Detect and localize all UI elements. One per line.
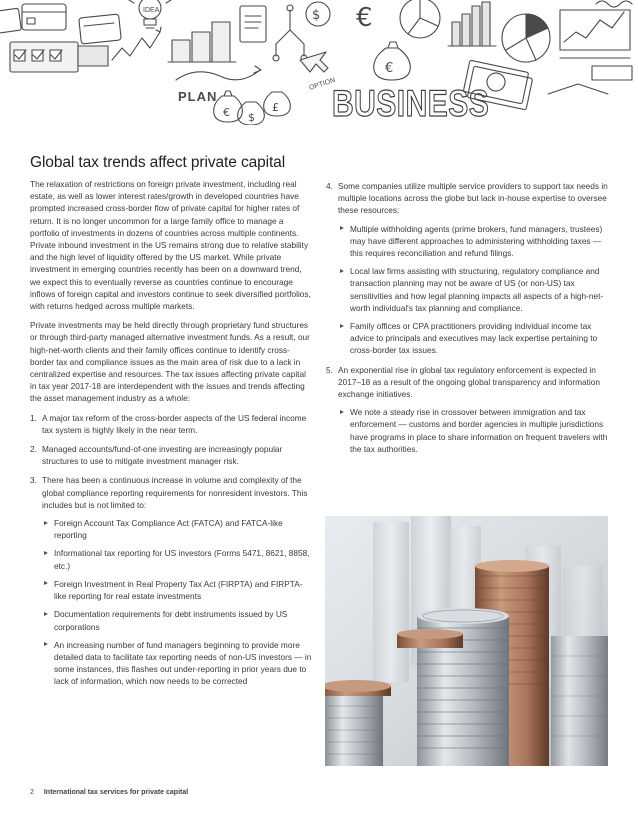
trend-list: [30, 412, 312, 688]
bullet-list: [338, 406, 608, 455]
list-number: 3.: [30, 475, 37, 486]
svg-text:£: £: [272, 101, 279, 114]
bullet-list: [42, 517, 312, 687]
bullet-item: Foreign Investment in Real Property Tax Act (FIRPTA) and FIRPTA-like reporting for real estate investments: [42, 578, 312, 602]
list-item-text: An exponential rise in global tax regulatory enforcement is expected in 2017–18 as a result of the ongoing global transparency and information exchange initiatives.: [338, 364, 600, 400]
bullet-list: [338, 223, 608, 357]
second-paragraph: Private investments may be held directly through proprietary fund structures or through third-party managed alternative investment funds. As a result, our high-net-worth clients and their family offices continue to identify cross-border tax and compliance issues as the main area of risk due to a lack in centralized expertise and resources. The tax issues affecting private capital in tax year 2017-18 are interdependent with the issues and trends affecting the asset management industry as a whole:: [30, 320, 310, 404]
money-bag-icon: [214, 91, 291, 125]
bullet-item: Multiple withholding agents (prime brokers, fund managers, trustees) may have different approaches to administering withholding taxes — this requires reconciliation and refund filings.: [338, 223, 608, 260]
list-item: [326, 364, 608, 455]
bullet-item: We note a steady rise in crossover between immigration and tax enforcement — customs and border agencies in multiple jurisdictions have programs in place to share information on frequent travelers with the tax authorities.: [338, 406, 608, 455]
bullet-item: Family offices or CPA practitioners providing individual income tax advice to principals and executives may lack expertise pertaining to cross-border tax issues.: [338, 320, 608, 357]
svg-text:IDEA: IDEA: [143, 7, 160, 14]
list-item-text: Some companies utilize multiple service providers to support tax needs in multiple locations across the globe but lack in-house expertise to oversee these resources:: [338, 181, 608, 216]
checkbox-icon: [10, 42, 78, 72]
list-item: [30, 412, 312, 436]
bullet-item: Informational tax reporting for US investors (Forms 5471, 8621, 8858, etc.): [42, 547, 312, 571]
list-number: 5.: [326, 364, 333, 375]
left-column: [30, 178, 312, 695]
svg-text:€: €: [356, 3, 373, 33]
svg-text:$: $: [312, 8, 321, 23]
lightbulb-icon: [129, 0, 171, 28]
list-item-text: There has been a continuous increase in volume and complexity of the global compliance reporting requirements for nonresident investors. This includes but is not limited to:: [42, 475, 308, 510]
business-sketch-banner: [0, 0, 638, 125]
list-number: 1.: [30, 412, 37, 423]
svg-text:€: €: [385, 61, 394, 76]
list-item: [326, 180, 608, 357]
list-item-text: Managed accounts/fund-of-one investing are increasingly popular structures to use to mitigate investment manager risk.: [42, 444, 283, 467]
trend-list-continued: [326, 180, 608, 455]
list-item-text: A major tax reform of the cross-border aspects of the US federal income tax system is highly likely in the near term.: [42, 412, 307, 435]
list-item: [30, 474, 312, 687]
bullet-item: Documentation requirements for debt instruments issued by US corporations: [42, 608, 312, 632]
intro-paragraph: The relaxation of restrictions on foreign private investment, including real estate, as well as lower interest rates/growth in developed countries have prompted increased cross-border flow of private capital for higher rates of return. It is no longer uncommon for a large family office to manage a portfolio of investments in dozens of countries across multiple continents. Private inbound investment in the US remains strong due to relative stability and the high level of liquidity offered by the US market. While private investment in emerging countries recently has been on a downward trend, we expect this to eventually reverse as countries continue to encourage inflows of foreign capital and investors continue to seek diversified portfolios, with returns hedged across multiple markets.: [30, 179, 311, 312]
right-column: [326, 180, 608, 462]
bullet-item: An increasing number of fund managers beginning to provide more detailed data to facilitate tax reporting needs of non-US investors — in some instances, this flashes out under-reporting in prior years due to lack of information, which now needs to be corrected: [42, 639, 312, 688]
section-title: Global tax trends affect private capital: [30, 154, 286, 171]
svg-text:€: €: [223, 106, 230, 119]
page-number: 2: [30, 789, 34, 796]
dollar-coin-icon: [306, 2, 330, 26]
bullet-item: Local law firms assisting with structuring, regulatory compliance and transaction planning may not be aware of US (or non-US) tax sensitivities and how legal planning impacts all aspects of a high-net-worth individual's tax planning and compliance.: [338, 265, 608, 314]
bullet-item: Foreign Account Tax Compliance Act (FATCA) and FATCA-like reporting: [42, 517, 312, 541]
footer-text: International tax services for private capital: [43, 789, 189, 796]
svg-text:$: $: [248, 111, 255, 124]
svg-text:BUSINESS: BUSINESS: [332, 82, 490, 125]
svg-text:PLAN: PLAN: [178, 89, 218, 104]
coin-stacks-photo: [325, 516, 608, 766]
list-item: [30, 443, 312, 467]
page-footer: [30, 789, 188, 796]
list-number: 2.: [30, 444, 37, 455]
credit-card-icon: [0, 4, 66, 34]
svg-text:OPTION: OPTION: [308, 76, 337, 92]
line-chart-icon: [560, 1, 632, 58]
list-number: 4.: [326, 181, 333, 191]
euro-sign-icon: [356, 3, 373, 33]
